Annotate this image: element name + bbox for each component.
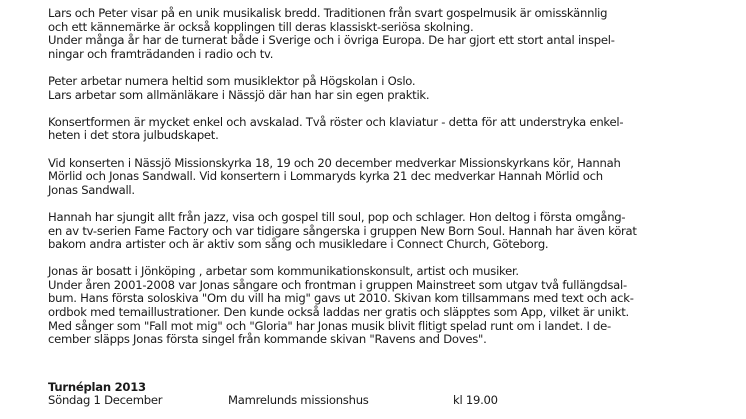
tour-date: Söndag 1 December	[48, 393, 163, 408]
text-line: en av tv-serien Fame Factory och var tidigare sångerska i gruppen New Born Soul. Hannah har även körat	[48, 223, 637, 238]
text-line: Jonas är bosatt i Jönköping , arbetar som kommunikationskonsult, artist och musiker.	[48, 264, 519, 279]
paragraph-gap	[48, 143, 708, 157]
text-line: Med sånger som "Fall mot mig" och "Gloria" har Jonas musik blivit flitigt spelad runt om i landet. I de-	[48, 318, 611, 333]
text-line: Under många år har de turnerat både i Sverige och i övriga Europa. De har gjort ett stort antal inspel-	[48, 33, 615, 48]
tour-time: kl 19.00	[453, 393, 498, 408]
text-line: bum. Hans första soloskiva "Om du vill ha mig" gavs ut 2010. Skivan kom tillsammans med text och ack-	[48, 291, 634, 306]
paragraph-gap	[48, 102, 708, 116]
text-line: Under åren 2001-2008 var Jonas sångare och frontman i gruppen Mainstreet som utgav två fullängdsal-	[48, 277, 627, 292]
document-body	[48, 7, 708, 408]
text-line: cember släpps Jonas första singel från kommande skivan "Ravens and Doves".	[48, 332, 487, 347]
paragraph-work	[48, 75, 708, 102]
text-line: ningar och framträdanden i radio och tv.	[48, 46, 274, 61]
text-line: bakom andra artister och är aktiv som sång och musikledare i Connect Church, Göteborg.	[48, 237, 549, 252]
tour-heading: Turnéplan 2013	[48, 379, 146, 394]
paragraph-concert-form	[48, 116, 708, 143]
tour-section	[48, 381, 708, 408]
paragraph-gap	[48, 197, 708, 211]
tour-row	[48, 394, 708, 408]
tour-venue: Mamrelunds missionshus	[228, 393, 369, 408]
paragraph-gap	[48, 61, 708, 75]
text-line: och ett kännemärke är också kopplingen till deras klassiskt-seriösa skolning.	[48, 19, 474, 34]
paragraph-intro	[48, 7, 708, 61]
text-line: Lars arbetar som allmänläkare i Nässjö där han har sin egen praktik.	[48, 87, 430, 102]
text-line: Peter arbetar numera heltid som musiklektor på Högskolan i Oslo.	[48, 73, 416, 88]
paragraph-jonas	[48, 265, 708, 347]
text-line: Vid konserten i Nässjö Missionskyrka 18, 19 och 20 december medverkar Missionskyrkans kör, Hannah	[48, 155, 621, 170]
paragraph-hannah	[48, 211, 708, 252]
text-line: Lars och Peter visar på en unik musikalisk bredd. Traditionen från svart gospelmusik är omisskännlig	[48, 6, 608, 20]
paragraph-concerts	[48, 157, 708, 198]
text-line: Mörlid och Jonas Sandwall. Vid konsertern i Lommaryds kyrka 21 dec medverkar Hannah Mörlid och	[48, 169, 603, 184]
text-line: ordbok med temaillustrationer. Den kunde också laddas ner gratis och släpptes som App, vilket är unikt.	[48, 305, 629, 320]
paragraph-gap	[48, 252, 708, 266]
text-line: Konsertformen är mycket enkel och avskalad. Två röster och klaviatur - detta för att understryka enkel-	[48, 114, 624, 129]
section-gap	[48, 347, 708, 381]
text-line: Hannah har sjungit allt från jazz, visa och gospel till soul, pop och schlager. Hon deltog i första omgång-	[48, 209, 626, 224]
text-line: heten i det stora julbudskapet.	[48, 128, 219, 143]
text-line: Jonas Sandwall.	[48, 182, 135, 197]
